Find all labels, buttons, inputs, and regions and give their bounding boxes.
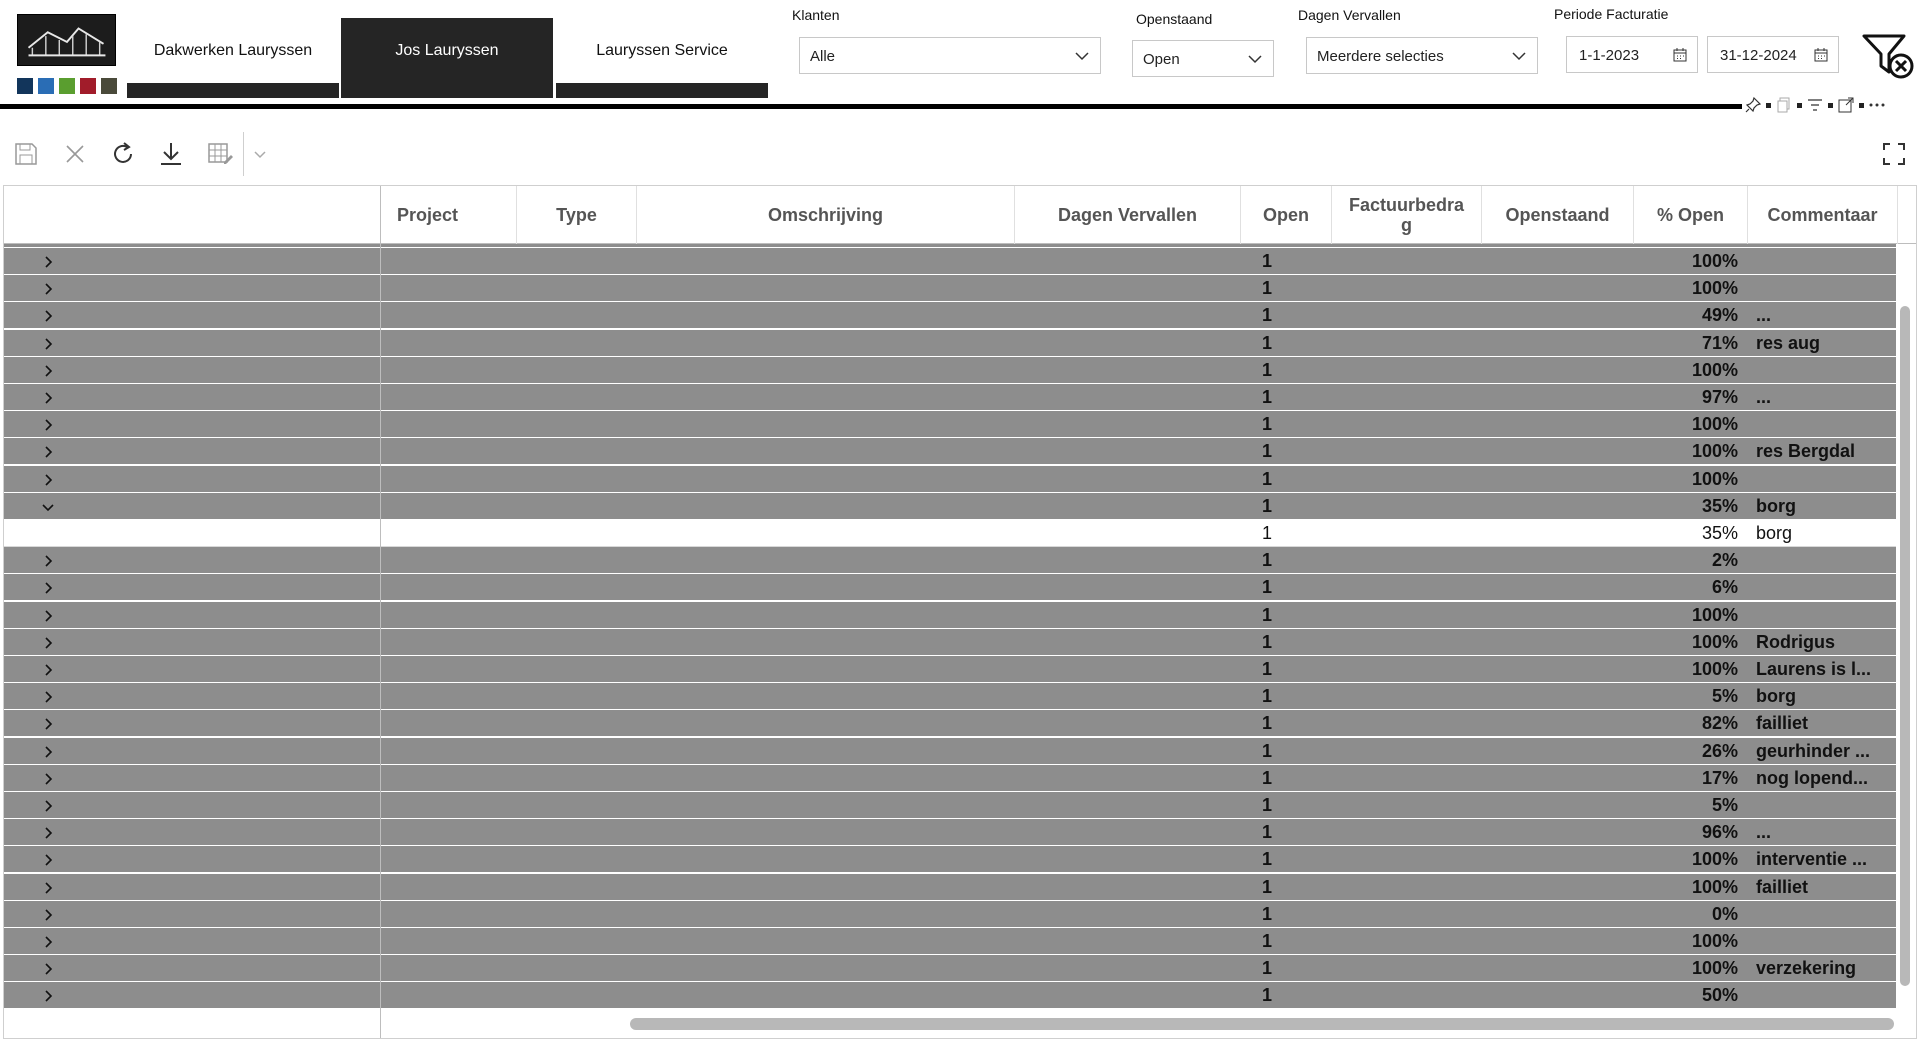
cell-commentaar[interactable]: verzekering [1756,958,1857,979]
cell-commentaar[interactable]: Laurens is l... [1756,659,1872,679]
company-logo [17,14,116,66]
cell-pct-open: 100% [1691,278,1738,299]
table-row[interactable] [4,846,1896,873]
cell-open: 1 [1261,849,1272,870]
cell-pct-open: 100% [1691,849,1738,870]
cell-open: 1 [1261,985,1272,1006]
table-row[interactable] [4,248,1896,275]
table-row[interactable] [4,982,1896,1009]
cell-open: 1 [1261,251,1272,271]
cell-open: 1 [1261,686,1272,707]
refresh-icon[interactable] [109,140,137,168]
cell-commentaar[interactable]: ... [1756,822,1772,843]
table-header [4,186,1916,244]
separator-dot [1766,103,1771,108]
cell-pct-open: 49% [1701,305,1738,326]
table-row[interactable] [4,493,1896,520]
table-toolbar [0,130,1920,178]
cell-commentaar[interactable]: res aug [1756,332,1821,353]
table-row[interactable] [4,928,1896,955]
chevron-right-icon[interactable] [40,934,56,950]
cell-commentaar[interactable] [1756,248,1896,275]
calendar-icon[interactable] [1673,48,1687,62]
cell-commentaar[interactable]: borg [1756,495,1796,516]
table-detail-row[interactable] [4,520,1896,547]
clear-filters-icon[interactable] [1862,32,1916,80]
chevron-right-icon[interactable] [40,798,56,814]
column-header-factuurbedrag[interactable] [1332,186,1482,244]
end-date-input[interactable] [1707,36,1839,73]
tab-lauryssen-service[interactable] [556,18,768,98]
cell-commentaar[interactable] [1756,901,1896,928]
table-row[interactable] [4,738,1896,765]
cell-pct-open: 100% [1691,359,1738,380]
table-row[interactable] [4,874,1896,901]
table-row[interactable] [4,656,1896,683]
cell-open: 1 [1261,441,1272,462]
chevron-right-icon[interactable] [40,716,56,732]
chevron-right-icon[interactable] [40,281,56,297]
table-row[interactable] [4,710,1896,737]
cell-open: 1 [1261,631,1272,652]
cell-open: 1 [1261,659,1272,679]
chevron-right-icon[interactable] [40,336,56,352]
cell-pct-open: 50% [1701,985,1738,1006]
cell-open: 1 [1261,822,1272,843]
chevron-down-icon [1247,51,1263,67]
cell-pct-open: 26% [1701,740,1738,761]
cell-open: 1 [1261,740,1272,761]
cell-commentaar[interactable] [1756,792,1896,819]
cell-pct-open: 100% [1691,468,1738,489]
cell-pct-open: 35% [1701,523,1738,543]
chevron-right-icon[interactable] [40,444,56,460]
column-header-openstaand[interactable]: Openstaand [1482,186,1634,244]
cell-commentaar[interactable]: ... [1756,387,1772,407]
cell-pct-open: 82% [1701,713,1738,734]
cell-pct-open: 100% [1691,604,1738,625]
discard-icon[interactable] [61,140,89,168]
column-header-commentaar[interactable]: Commentaar [1748,186,1898,244]
color-swatches [17,78,117,94]
chevron-right-icon[interactable] [40,744,56,760]
chevron-right-icon[interactable] [40,472,56,488]
cell-open: 1 [1261,278,1272,299]
cell-commentaar[interactable] [1756,928,1896,955]
factuurbedrag-label-line2: g [1401,215,1412,235]
table-row[interactable] [4,357,1896,384]
table-row[interactable] [4,765,1896,792]
copy-icon[interactable] [1775,96,1793,114]
cell-pct-open: 96% [1701,822,1738,843]
chevron-right-icon[interactable] [40,662,56,678]
chevron-right-icon[interactable] [40,254,56,270]
cell-commentaar[interactable] [1756,411,1896,438]
cell-commentaar[interactable]: geurhinder ... [1756,740,1871,761]
dagen-vervallen-slicer-title: Dagen Vervallen [1298,7,1401,23]
table-row[interactable] [4,629,1896,656]
separator-dot [1797,103,1802,108]
table-edit-icon[interactable] [206,140,234,168]
chevron-right-icon[interactable] [40,308,56,324]
cell-open: 1 [1261,903,1272,924]
klanten-value: Alle [810,48,836,65]
chevron-right-icon[interactable] [40,852,56,868]
cell-pct-open: 5% [1711,686,1738,707]
cell-open: 1 [1261,332,1272,353]
chevron-down-icon [1511,48,1527,64]
swatch-2 [38,78,54,94]
chevron-right-icon[interactable] [40,390,56,406]
open-invoices-table [3,185,1917,1039]
tab-underline [127,83,339,98]
cell-open: 1 [1261,713,1272,734]
chevron-right-icon[interactable] [40,635,56,651]
table-row[interactable] [4,955,1896,982]
chevron-right-icon[interactable] [40,825,56,841]
cell-open: 1 [1261,359,1272,380]
table-row[interactable] [4,302,1896,329]
more-options-icon[interactable] [1868,96,1886,114]
swatch-1 [17,78,33,94]
cell-commentaar[interactable] [1756,982,1896,1009]
swatch-4 [80,78,96,94]
chevron-down-icon[interactable] [250,144,270,164]
openstaand-slicer-title: Openstaand [1136,11,1213,27]
cell-commentaar[interactable]: ... [1756,305,1772,326]
start-date-input[interactable] [1566,36,1698,73]
column-header-project[interactable]: Project [381,186,517,244]
visual-header-icons [1744,96,1886,114]
cell-commentaar[interactable] [1756,275,1896,302]
factuurbedrag-label-line1: Factuurbedra [1348,195,1465,215]
vertical-scrollbar[interactable] [1900,306,1910,986]
klanten-dropdown[interactable] [799,37,1101,74]
cell-pct-open: 100% [1691,876,1738,897]
cell-commentaar[interactable]: failliet [1756,876,1809,897]
table-row[interactable] [4,384,1896,411]
table-row[interactable] [4,438,1896,465]
table-row[interactable] [4,411,1896,438]
cell-pct-open: 100% [1691,659,1738,679]
table-row[interactable] [4,602,1896,629]
chevron-down-icon[interactable] [40,499,56,515]
chevron-right-icon[interactable] [40,880,56,896]
cell-commentaar[interactable]: Rodrigus [1756,631,1835,652]
column-header-hierarchy[interactable] [4,186,381,244]
cell-commentaar[interactable]: res Bergdal [1756,441,1856,462]
cell-commentaar[interactable] [1756,357,1896,384]
column-header-open[interactable]: Open [1241,186,1332,244]
cell-commentaar[interactable] [1756,602,1896,629]
swatch-5 [101,78,117,94]
cell-pct-open: 97% [1701,387,1738,407]
chevron-right-icon[interactable] [40,771,56,787]
cell-commentaar[interactable]: borg [1756,523,1793,543]
cell-pct-open: 100% [1691,251,1738,271]
report-header [0,0,1920,112]
cell-open: 1 [1261,414,1272,435]
table-body [4,244,1896,1014]
cell-open: 1 [1261,876,1272,897]
cell-open: 1 [1261,468,1272,489]
chevron-right-icon[interactable] [40,417,56,433]
cell-open: 1 [1261,958,1272,979]
cell-commentaar[interactable] [1756,547,1896,574]
cell-pct-open: 17% [1701,767,1738,788]
cell-pct-open: 100% [1691,414,1738,435]
dagen-vervallen-dropdown[interactable] [1306,37,1538,74]
cell-pct-open: 71% [1701,332,1738,353]
tab-jos-lauryssen[interactable] [341,18,553,98]
column-header-type[interactable]: Type [517,186,637,244]
pin-icon[interactable] [1744,96,1762,114]
cell-pct-open: 5% [1711,795,1738,815]
column-header-omschrijving[interactable]: Omschrijving [637,186,1015,244]
chevron-right-icon[interactable] [40,907,56,923]
chevron-right-icon[interactable] [40,608,56,624]
cell-open: 1 [1261,550,1272,571]
chevron-right-icon[interactable] [40,689,56,705]
chevron-right-icon[interactable] [40,580,56,596]
cell-open: 1 [1261,931,1272,951]
cell-open: 1 [1261,523,1272,543]
column-header-dagen-vervallen[interactable]: Dagen Vervallen [1015,186,1241,244]
table-row[interactable] [4,330,1896,357]
table-row[interactable] [4,792,1896,819]
cell-commentaar[interactable] [1756,466,1896,493]
dagen-vervallen-value: Meerdere selecties [1317,48,1444,65]
tab-label: Jos Lauryssen [395,42,499,59]
tab-label: Dakwerken Lauryssen [153,42,313,59]
klanten-slicer-title: Klanten [792,7,840,23]
cell-open: 1 [1261,495,1272,516]
start-date-value: 1-1-2023 [1579,47,1640,64]
tab-underline [556,83,768,98]
cell-commentaar[interactable]: borg [1756,686,1796,707]
chevron-right-icon[interactable] [40,988,56,1004]
chevron-right-icon[interactable] [40,961,56,977]
table-row[interactable] [4,574,1896,601]
cell-commentaar[interactable]: interventie ... [1756,849,1868,870]
end-date-value: 31-12-2024 [1720,47,1797,64]
cell-pct-open: 100% [1691,441,1738,462]
cell-pct-open: 35% [1701,495,1738,516]
chevron-right-icon[interactable] [40,363,56,379]
tab-dakwerken-lauryssen[interactable] [127,18,339,98]
chevron-down-icon [1074,48,1090,64]
cell-commentaar[interactable]: failliet [1756,713,1809,734]
cell-open: 1 [1261,767,1272,788]
separator-dot [1859,103,1864,108]
cell-open: 1 [1261,577,1272,598]
horizontal-scrollbar[interactable] [630,1018,1894,1030]
cell-open: 1 [1261,795,1272,815]
openstaand-dropdown[interactable] [1132,40,1274,77]
cell-pct-open: 100% [1691,631,1738,652]
filter-icon[interactable] [1806,96,1824,114]
cell-open: 1 [1261,604,1272,625]
cell-pct-open: 100% [1691,931,1738,951]
toolbar-separator [243,132,244,176]
periode-slicer-title: Periode Facturatie [1554,6,1669,22]
cell-open: 1 [1261,387,1272,407]
fullscreen-icon[interactable] [1880,140,1908,168]
swatch-3 [59,78,75,94]
cell-commentaar[interactable] [1756,574,1896,601]
openstaand-value: Open [1143,51,1180,68]
table-row[interactable] [4,819,1896,846]
save-icon[interactable] [12,140,40,168]
chevron-right-icon[interactable] [40,553,56,569]
tab-label: Lauryssen Service [596,42,728,59]
cell-pct-open: 100% [1691,958,1738,979]
table-row[interactable] [4,901,1896,928]
focus-mode-icon[interactable] [1837,96,1855,114]
header-divider [0,104,1742,109]
column-header-pct-open[interactable]: % Open [1634,186,1748,244]
cell-pct-open: 6% [1711,577,1738,598]
table-row[interactable] [4,466,1896,493]
cell-commentaar[interactable]: nog lopend... [1756,767,1868,788]
calendar-icon[interactable] [1814,48,1828,62]
separator-dot [1828,103,1833,108]
table-row[interactable] [4,683,1896,710]
cell-pct-open: 0% [1711,903,1738,924]
table-row[interactable] [4,275,1896,302]
cell-pct-open: 2% [1711,550,1738,571]
cell-open: 1 [1261,305,1272,326]
table-row[interactable] [4,547,1896,574]
frozen-column-divider [380,186,381,1039]
roof-logo-icon [18,15,115,65]
download-icon[interactable] [157,140,185,168]
